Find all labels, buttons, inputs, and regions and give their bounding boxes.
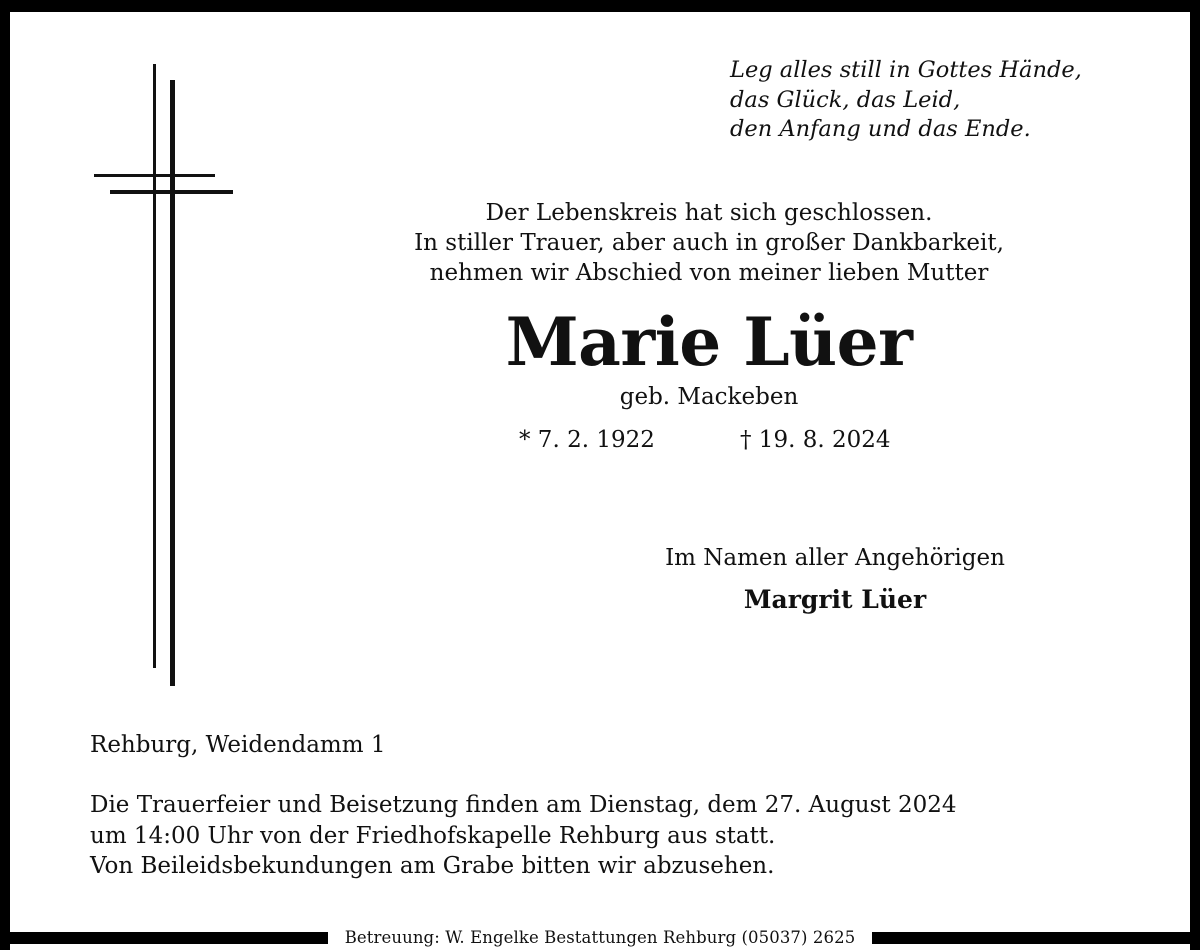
- address: Rehburg, Weidendamm 1: [90, 732, 386, 758]
- birth-name: geb. Mackeben: [619, 384, 799, 410]
- notice-frame-bottom-left: [0, 932, 328, 944]
- intro-line: Der Lebenskreis hat sich geschlossen.: [485, 200, 933, 226]
- intro-line: nehmen wir Abschied von meiner lieben Mutter: [429, 260, 989, 286]
- ceremony-info: [90, 790, 957, 882]
- footer-undertaker: Betreuung: W. Engelke Bestattungen Rehburg (05037) 2625: [344, 928, 856, 947]
- cross-icon: [0, 0, 260, 700]
- cross-vertical-thick: [170, 80, 175, 686]
- ceremony-line: Von Beileidsbekundungen am Grabe bitten wir abzusehen.: [90, 853, 775, 879]
- motto-line: Leg alles still in Gottes Hände,: [730, 57, 1082, 83]
- intro-text: [350, 198, 1068, 288]
- motto-line: den Anfang und das Ende.: [730, 116, 1031, 142]
- motto-verse: [730, 56, 1082, 145]
- intro-line: In stiller Trauer, aber auch in großer Dankbarkeit,: [414, 230, 1004, 256]
- ceremony-line: um 14:00 Uhr von der Friedhofskapelle Rehburg aus statt.: [90, 822, 776, 849]
- signature-block: [600, 542, 1070, 616]
- signature-line: Im Namen aller Angehörigen: [665, 545, 1005, 571]
- signature-name: Margrit Lüer: [743, 585, 927, 614]
- birth-date: * 7. 2. 1922: [519, 427, 655, 453]
- motto-line: das Glück, das Leid,: [730, 86, 961, 113]
- cross-horizontal-thin: [94, 174, 215, 177]
- cross-vertical-thin: [153, 64, 156, 668]
- notice-frame-bottom-right: [872, 932, 1200, 944]
- death-date: † 19. 8. 2024: [740, 427, 891, 453]
- cross-horizontal-thick: [110, 190, 233, 194]
- ceremony-line: Die Trauerfeier und Beisetzung finden am Dienstag, dem 27. August 2024: [90, 792, 957, 818]
- deceased-name: Marie Lüer: [505, 303, 913, 381]
- notice-frame-right: [1190, 0, 1200, 950]
